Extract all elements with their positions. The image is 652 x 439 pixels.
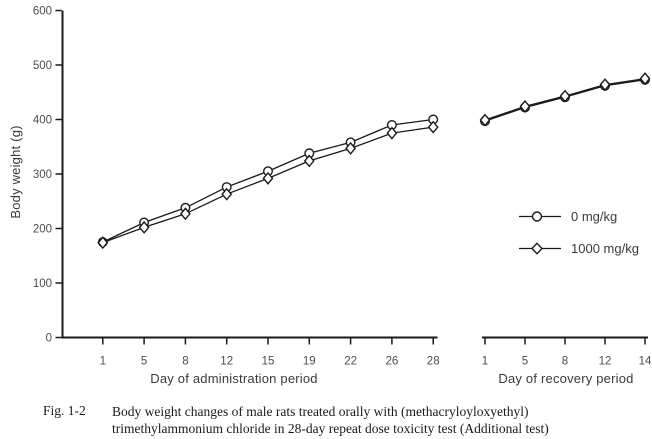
x-tick-label: 5 [521,355,529,368]
x-tick-label: 5 [140,355,148,368]
x-tick-label: 14 [638,355,652,368]
y-tick-label: 0 [45,332,52,345]
legend [518,209,639,256]
legend-item-1000mg [518,241,639,256]
caption-text [112,403,549,437]
caption-line1: Body weight changes of male rats treated orally with (methacryloyloxyethyl) [112,404,529,419]
x-axis-title-administration: Day of administration period [150,371,318,386]
circle-marker-icon [518,209,562,224]
legend-label-1000mg: 1000 mg/kg [571,241,639,256]
x-tick-label: 19 [302,355,316,368]
x-tick-label: 12 [598,355,612,368]
legend-label-control: 0 mg/kg [571,209,618,224]
x-tick-label: 15 [261,355,275,368]
caption-label: Fig. 1-2 [43,403,86,418]
x-tick-label: 12 [220,355,234,368]
legend-item-control [518,209,639,224]
y-axis-title: Body weight (g) [8,125,23,219]
series-line-diamond [103,127,433,243]
x-tick-label: 1 [99,355,107,368]
x-axis-title-recovery: Day of recovery period [498,371,634,386]
y-tick-label: 100 [32,278,52,290]
x-tick-label: 8 [182,355,189,368]
x-tick-label: 26 [385,355,399,368]
x-tick-label: 28 [426,355,440,368]
y-tick-label: 300 [32,169,52,181]
y-tick-label: 200 [32,223,52,236]
caption-line2: trimethylammonium chloride in 28-day repeat dose toxicity test (Additional test) [112,421,549,436]
x-tick-label: 1 [481,355,489,368]
y-tick-label: 500 [32,60,52,72]
y-tick-label: 400 [32,114,52,127]
diamond-marker-icon [518,241,562,256]
data-point-diamond [387,128,396,139]
x-tick-label: 8 [561,355,569,368]
figure-caption [43,403,549,437]
x-tick-label: 22 [344,355,357,368]
y-tick-label: 600 [32,5,52,18]
